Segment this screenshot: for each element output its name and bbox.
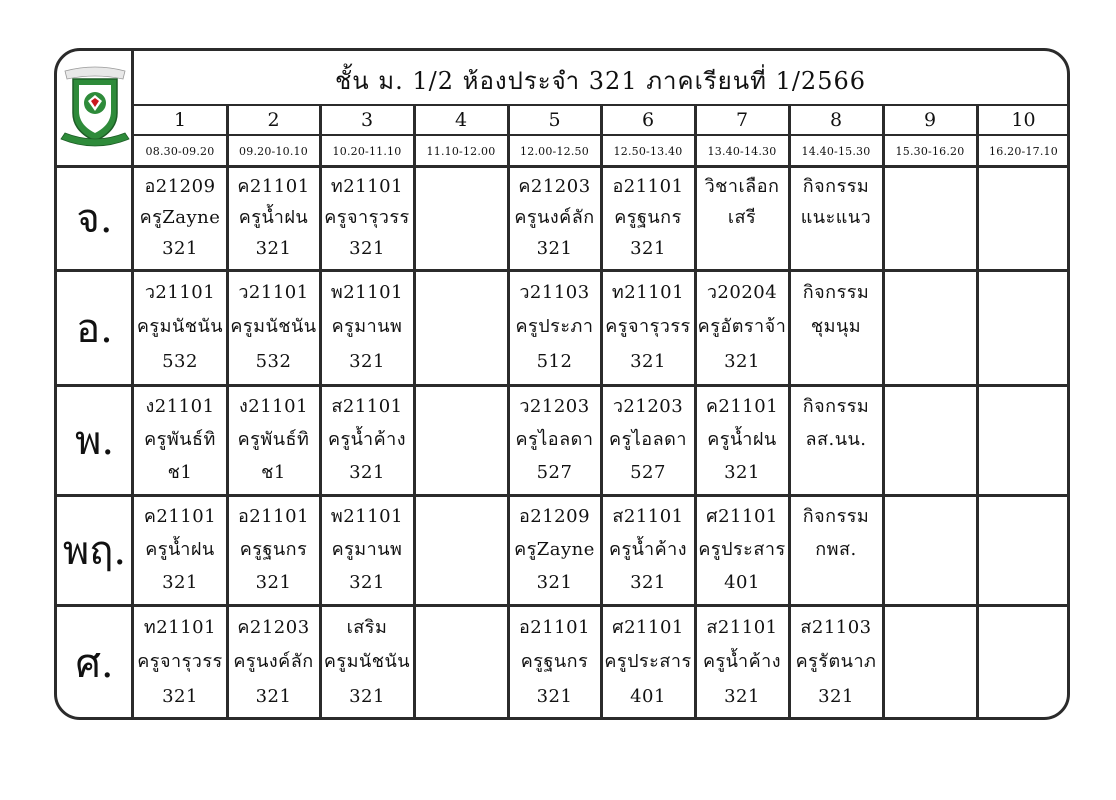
room-number: 321	[536, 237, 573, 259]
timetable-slot	[977, 172, 1070, 264]
room-number: 321	[630, 571, 666, 593]
subject-code: กิจกรรม	[802, 176, 870, 198]
room-number	[833, 572, 839, 594]
period-time: 15.30-16.20	[895, 144, 965, 158]
subject-code: กิจกรรม	[802, 396, 870, 418]
period-time: 12.50-13.40	[613, 144, 683, 158]
room-number: 532	[255, 350, 292, 372]
page-title: ชั้น ม. 1/2 ห้องประจำ 321 ภาคเรียนที่ 1/2566	[334, 66, 867, 95]
teacher-name: เสรี	[727, 206, 757, 228]
subject-code: ว21103	[519, 282, 590, 304]
subject-code: เสริม	[346, 617, 388, 639]
timetable-slot	[601, 276, 695, 379]
room-number: 512	[536, 350, 573, 372]
room-number: 321	[162, 571, 198, 593]
timetable-slot	[601, 172, 695, 264]
period-number: 10	[1011, 109, 1036, 131]
subject-code	[458, 396, 464, 418]
subject-code: อ21209	[144, 176, 216, 198]
teacher-name: ครูนงค์ลัก	[233, 651, 314, 673]
subject-code: ง21101	[238, 396, 309, 418]
timetable-slot	[320, 611, 414, 714]
timetable-slot	[508, 611, 601, 714]
subject-code: กิจกรรม	[802, 506, 870, 528]
timetable-slot	[883, 391, 977, 489]
timetable-slot	[695, 611, 789, 714]
subject-code: ส21103	[800, 617, 872, 639]
subject-code: ว20204	[706, 282, 778, 304]
teacher-name: ครูจารุวรร	[605, 316, 691, 338]
timetable-slot	[883, 501, 977, 599]
room-number: 321	[724, 461, 760, 483]
subject-code: ค21101	[705, 396, 779, 418]
teacher-name: กพส.	[815, 538, 857, 560]
room-number	[833, 351, 839, 373]
period-number: 2	[267, 109, 280, 131]
timetable-slot	[789, 501, 883, 599]
timetable-slot	[977, 611, 1070, 714]
room-number: 321	[255, 685, 292, 707]
room-number: 321	[818, 685, 854, 707]
room-number: 321	[724, 685, 760, 707]
teacher-name: ครูไอลดา	[609, 428, 687, 450]
room-number	[1020, 686, 1026, 708]
room-number: 532	[162, 350, 198, 372]
room-number	[927, 572, 933, 594]
timetable-slot	[414, 611, 508, 714]
room-number	[458, 238, 464, 260]
room-number: 321	[536, 685, 573, 707]
timetable-slot	[227, 611, 320, 714]
timetable-slot	[414, 391, 508, 489]
subject-code: ว21101	[144, 282, 216, 304]
teacher-name: ครูมานพ	[331, 538, 403, 560]
room-number: ช1	[167, 461, 193, 483]
timetable-slot	[508, 172, 601, 264]
subject-code: ว21203	[519, 396, 590, 418]
subject-code: ว21203	[612, 396, 684, 418]
timetable-slot	[789, 276, 883, 379]
timetable-slot	[508, 391, 601, 489]
timetable-slot	[883, 172, 977, 264]
teacher-name: ลส.นน.	[805, 428, 867, 450]
room-number	[1020, 572, 1026, 594]
room-number: 321	[255, 571, 292, 593]
subject-code	[1020, 617, 1026, 639]
period-number: 8	[829, 109, 843, 131]
timetable-slot	[977, 391, 1070, 489]
subject-code: พ21101	[330, 282, 404, 304]
teacher-name	[458, 429, 464, 451]
timetable-slot	[133, 611, 227, 714]
timetable-slot	[133, 391, 227, 489]
period-time: 11.10-12.00	[426, 144, 496, 158]
period-number: 6	[641, 109, 655, 131]
room-number: 401	[724, 571, 760, 593]
subject-code: ส21101	[331, 396, 403, 418]
room-number	[1020, 238, 1026, 260]
subject-code: ท21101	[611, 282, 685, 304]
subject-code: ค21203	[518, 176, 591, 198]
period-time: 16.20-17.10	[989, 144, 1058, 158]
room-number: ช1	[261, 461, 286, 483]
room-number: 321	[162, 685, 198, 707]
timetable-slot	[227, 276, 320, 379]
teacher-name	[1020, 539, 1026, 561]
timetable-slot	[320, 391, 414, 489]
teacher-name: ครูน้ำฝน	[145, 538, 215, 560]
teacher-name: ครูฐนกร	[520, 651, 589, 673]
room-number: 321	[349, 461, 385, 483]
room-number: 321	[349, 685, 385, 707]
room-number: 527	[630, 461, 666, 483]
room-number: 321	[162, 237, 198, 259]
teacher-name	[927, 207, 933, 229]
timetable-slot	[883, 611, 977, 714]
room-number	[458, 686, 464, 708]
subject-code: อ21101	[518, 617, 591, 639]
timetable-slot	[695, 276, 789, 379]
subject-code: ส21101	[706, 617, 778, 639]
subject-code	[927, 617, 933, 639]
timetable-slot	[977, 501, 1070, 599]
period-number: 5	[548, 109, 561, 131]
subject-code: อ21101	[612, 176, 684, 198]
period-time: 12.00-12.50	[520, 144, 589, 158]
teacher-name: ครูจารุวรร	[324, 206, 410, 228]
room-number	[833, 462, 839, 484]
timetable-slot	[695, 501, 789, 599]
timetable-slot	[133, 172, 227, 264]
subject-code: ท21101	[143, 617, 217, 639]
room-number: 321	[349, 237, 385, 259]
teacher-name	[927, 429, 933, 451]
room-number: 401	[630, 685, 666, 707]
timetable-slot	[883, 276, 977, 379]
teacher-name	[927, 316, 933, 338]
period-time: 08.30-09.20	[145, 144, 215, 158]
subject-code: อ21209	[518, 506, 591, 528]
room-number: 321	[536, 571, 573, 593]
teacher-name: ครูไอลดา	[515, 428, 594, 450]
room-number: 321	[724, 350, 760, 372]
teacher-name: ครูพันธ์ทิ	[144, 428, 216, 450]
subject-code: ศ21101	[706, 506, 778, 528]
room-number: 321	[255, 237, 292, 259]
subject-code	[458, 176, 464, 198]
room-number: 321	[630, 350, 666, 372]
day-label: พ.	[74, 418, 115, 464]
room-number: 321	[349, 571, 385, 593]
subject-code: ค21101	[143, 506, 217, 528]
timetable-slot	[977, 276, 1070, 379]
subject-code	[458, 617, 464, 639]
room-number	[739, 238, 745, 260]
timetable-slot	[414, 276, 508, 379]
room-number	[833, 238, 839, 260]
teacher-name	[458, 539, 464, 561]
day-label: ศ.	[75, 640, 114, 687]
period-number: 3	[360, 109, 374, 131]
teacher-name	[1020, 316, 1026, 338]
period-time: 10.20-11.10	[332, 144, 402, 158]
period-time: 14.40-15.30	[801, 144, 871, 158]
subject-code: ส21101	[612, 506, 684, 528]
room-number	[1020, 351, 1026, 373]
subject-code	[458, 282, 464, 304]
timetable-slot	[695, 391, 789, 489]
timetable-slot	[601, 501, 695, 599]
teacher-name: ครูจารุวรร	[137, 651, 223, 673]
teacher-name: ครูประสาร	[698, 538, 786, 560]
timetable-slot	[695, 172, 789, 264]
timetable-slot	[227, 391, 320, 489]
teacher-name: ครูรัตนาภ	[795, 651, 877, 673]
timetable-slot	[414, 501, 508, 599]
teacher-name: ครูมนัชนัน	[323, 651, 411, 673]
timetable-slot	[508, 276, 601, 379]
room-number	[927, 686, 933, 708]
subject-code: ง21101	[145, 396, 215, 418]
period-time: 09.20-10.10	[239, 144, 308, 158]
school-emblem-icon	[57, 65, 133, 153]
period-number: 1	[173, 109, 187, 131]
teacher-name: ครูน้ำค้าง	[327, 428, 407, 450]
subject-code: ว21101	[238, 282, 309, 304]
subject-code: ค21203	[237, 617, 310, 639]
teacher-name: ครูน้ำค้าง	[608, 538, 688, 560]
room-number: 527	[536, 461, 573, 483]
teacher-name: ครูน้ำฝน	[707, 428, 777, 450]
timetable-slot	[227, 172, 320, 264]
timetable-slot	[789, 172, 883, 264]
teacher-name: ครูน้ำฝน	[238, 206, 309, 228]
timetable-slot	[133, 501, 227, 599]
day-label: อ.	[76, 305, 113, 352]
teacher-name: ครูประภา	[515, 316, 594, 338]
teacher-name	[458, 207, 464, 229]
teacher-name: ครูมนัชนัน	[136, 316, 224, 338]
teacher-name: ครูมนัชนัน	[230, 316, 317, 338]
subject-code	[927, 506, 933, 528]
timetable-slot	[414, 172, 508, 264]
day-label: พฤ.	[62, 528, 127, 574]
timetable-slot	[320, 172, 414, 264]
room-number	[458, 351, 464, 373]
period-number: 4	[454, 109, 468, 131]
room-number	[927, 462, 933, 484]
room-number	[927, 351, 933, 373]
subject-code	[927, 176, 933, 198]
teacher-name: ครูฐนกร	[614, 206, 682, 228]
subject-code: ศ21101	[612, 617, 684, 639]
subject-code	[1020, 176, 1026, 198]
subject-code: พ21101	[330, 506, 404, 528]
teacher-name	[927, 651, 933, 673]
room-number: 321	[349, 350, 385, 372]
subject-code	[1020, 506, 1026, 528]
period-number: 7	[735, 109, 749, 131]
timetable-slot	[320, 501, 414, 599]
teacher-name: ชุมนุม	[810, 316, 862, 338]
teacher-name: ครูมานพ	[331, 316, 403, 338]
subject-code	[458, 506, 464, 528]
room-number	[1020, 462, 1026, 484]
teacher-name	[458, 316, 464, 338]
timetable-slot	[320, 276, 414, 379]
teacher-name	[458, 651, 464, 673]
teacher-name: ครูZayne	[514, 538, 595, 560]
subject-code: ท21101	[330, 176, 404, 198]
subject-code	[1020, 396, 1026, 418]
subject-code	[1020, 282, 1026, 304]
room-number	[927, 238, 933, 260]
subject-code: ค21101	[237, 176, 310, 198]
timetable-slot	[601, 611, 695, 714]
timetable-slot	[601, 391, 695, 489]
timetable-slot	[508, 501, 601, 599]
subject-code: วิชาเลือก	[704, 176, 780, 198]
teacher-name: ครูพันธ์ทิ	[237, 428, 310, 450]
teacher-name	[1020, 429, 1026, 451]
period-number: 9	[923, 109, 937, 131]
teacher-name	[1020, 207, 1026, 229]
timetable-slot	[227, 501, 320, 599]
grid-line-horizontal	[56, 384, 1068, 387]
teacher-name: แนะแนว	[800, 206, 872, 228]
grid-line-horizontal	[56, 494, 1068, 497]
teacher-name: ครูน้ำค้าง	[702, 651, 782, 673]
timetable-slot	[789, 611, 883, 714]
subject-code: อ21101	[237, 506, 310, 528]
teacher-name	[1020, 651, 1026, 673]
teacher-name: ครูอัตราจ้า	[697, 316, 787, 338]
teacher-name: ครูฐนกร	[239, 538, 308, 560]
room-number	[458, 572, 464, 594]
grid-line-horizontal	[56, 604, 1068, 607]
subject-code	[927, 396, 933, 418]
teacher-name: ครูประสาร	[604, 651, 692, 673]
timetable-slot	[133, 276, 227, 379]
teacher-name	[927, 539, 933, 561]
room-number: 321	[630, 237, 666, 259]
grid-line-horizontal	[56, 269, 1068, 272]
subject-code	[927, 282, 933, 304]
day-label: จ.	[76, 196, 113, 242]
room-number	[458, 462, 464, 484]
teacher-name: ครูนงค์ลัก	[514, 206, 595, 228]
subject-code: กิจกรรม	[802, 282, 870, 304]
period-time: 13.40-14.30	[707, 144, 777, 158]
timetable-slot	[789, 391, 883, 489]
teacher-name: ครูZayne	[139, 206, 221, 228]
